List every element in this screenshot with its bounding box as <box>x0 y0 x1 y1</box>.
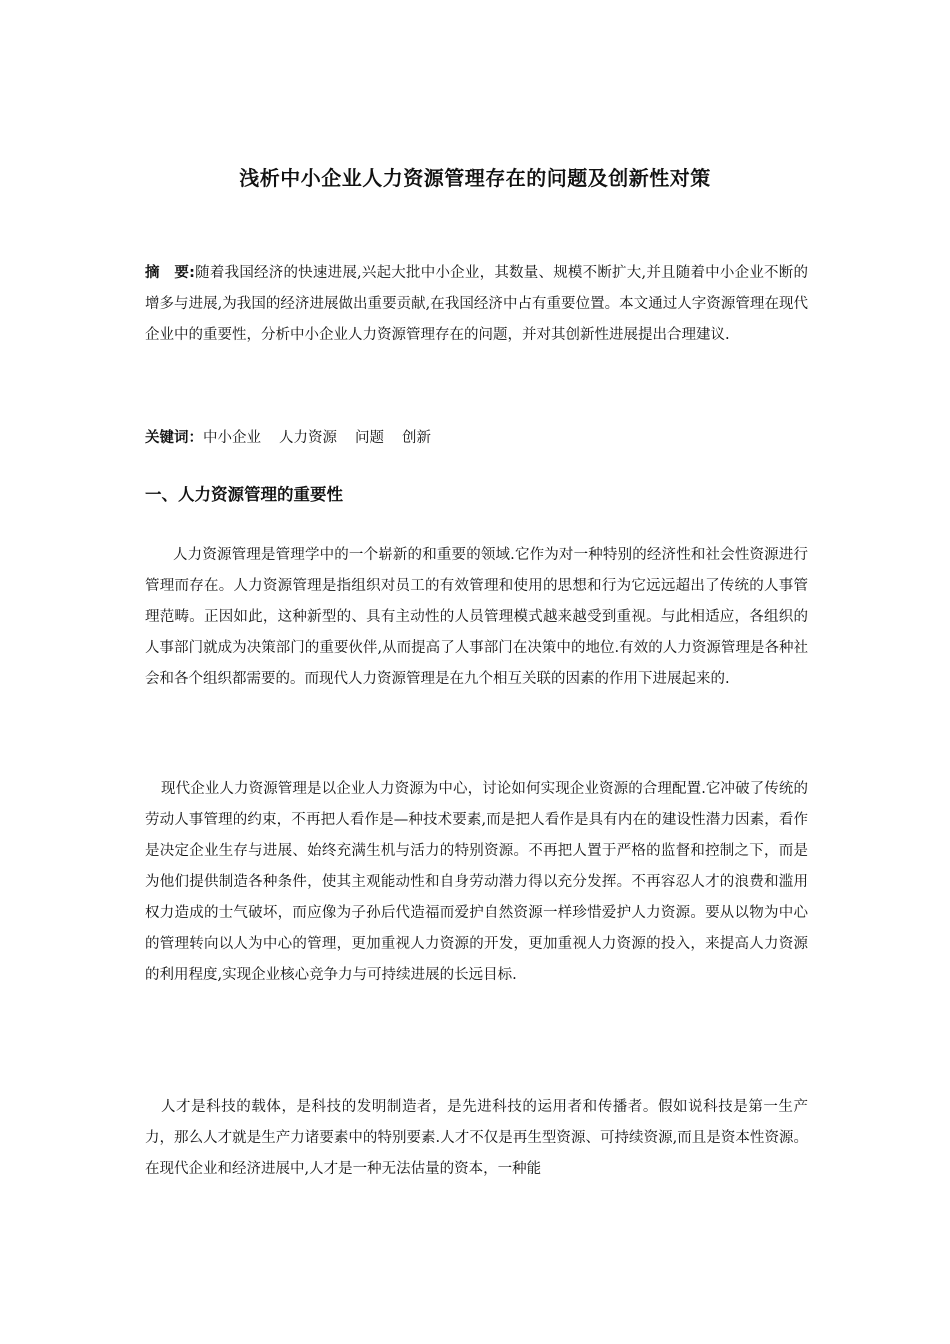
body-paragraph: 人力资源管理是管理学中的一个崭新的和重要的领域.它作为对一种特别的经济性和社会性资源进行管理而存在。人力资源管理是指组织对员工的有效管理和使用的思想和行为它远远超出了传统的人事管理范畴。正因如此，这种新型的、具有主动性的人员管理模式越来越受到重视。与此相适应，各组织的人事部门就成为决策部门的重要伙伴,从而提高了人事部门在决策中的地位.有效的人力资源管理是各种社会和各个组织都需要的。而现代人力资源管理是在九个相互关联的因素的作用下进展起来的. <box>145 547 808 687</box>
keywords-label: 关键词： <box>145 430 203 446</box>
abstract-text: 随着我国经济的快速进展,兴起大批中小企业，其数量、规模不断扩大,并且随着中小企业不断的增多与进展,为我国的经济进展做出重要贡献,在我国经济中占有重要位置。本文通过人字资源管理在现代企业中的重要性，分析中小企业人力资源管理存在的问题，并对其创新性进展提出合理建议. <box>145 265 808 343</box>
keywords <box>145 424 808 452</box>
section-heading: 一、人力资源管理的重要性 <box>145 485 343 504</box>
keyword-item: 中小企业 <box>203 430 261 446</box>
body-paragraph: 人才是科技的载体，是科技的发明制造者，是先进科技的运用者和传播者。假如说科技是第一生产力，那么人才就是生产力诸要素中的特别要素.人才不仅是再生型资源、可持续资源,而且是资本性资源。在现代企业和经济进展中,人才是一种无法估量的资本，一种能 <box>145 1099 808 1177</box>
document-title: 浅析中小企业人力资源管理存在的问题及创新性对策 <box>239 166 711 190</box>
abstract-label: 摘 要: <box>145 265 195 281</box>
body-paragraph: 现代企业人力资源管理是以企业人力资源为中心，讨论如何实现企业资源的合理配置.它冲破了传统的劳动人事管理的约束，不再把人看作是—种技术要素,而是把人看作是具有内在的建设性潜力因素，看作是决定企业生存与进展、始终充满生机与活力的特别资源。不再把人置于严格的监督和控制之下，而是为他们提供制造各种条件，使其主观能动性和自身劳动潜力得以充分发挥。不再容忍人才的浪费和滥用权力造成的士气破坏，而应像为子孙后代造福而爱护自然资源一样珍惜爱护人力资源。要从以物为中心的管理转向以人为中心的管理，更加重视人力资源的开发，更加重视人力资源的投入，来提高人力资源的利用程度,实现企业核心竞争力与可持续进展的长远目标. <box>145 781 808 983</box>
keyword-item: 创新 <box>402 430 431 446</box>
keyword-item: 问题 <box>355 430 384 446</box>
abstract <box>145 258 808 351</box>
keyword-item: 人力资源 <box>279 430 337 446</box>
